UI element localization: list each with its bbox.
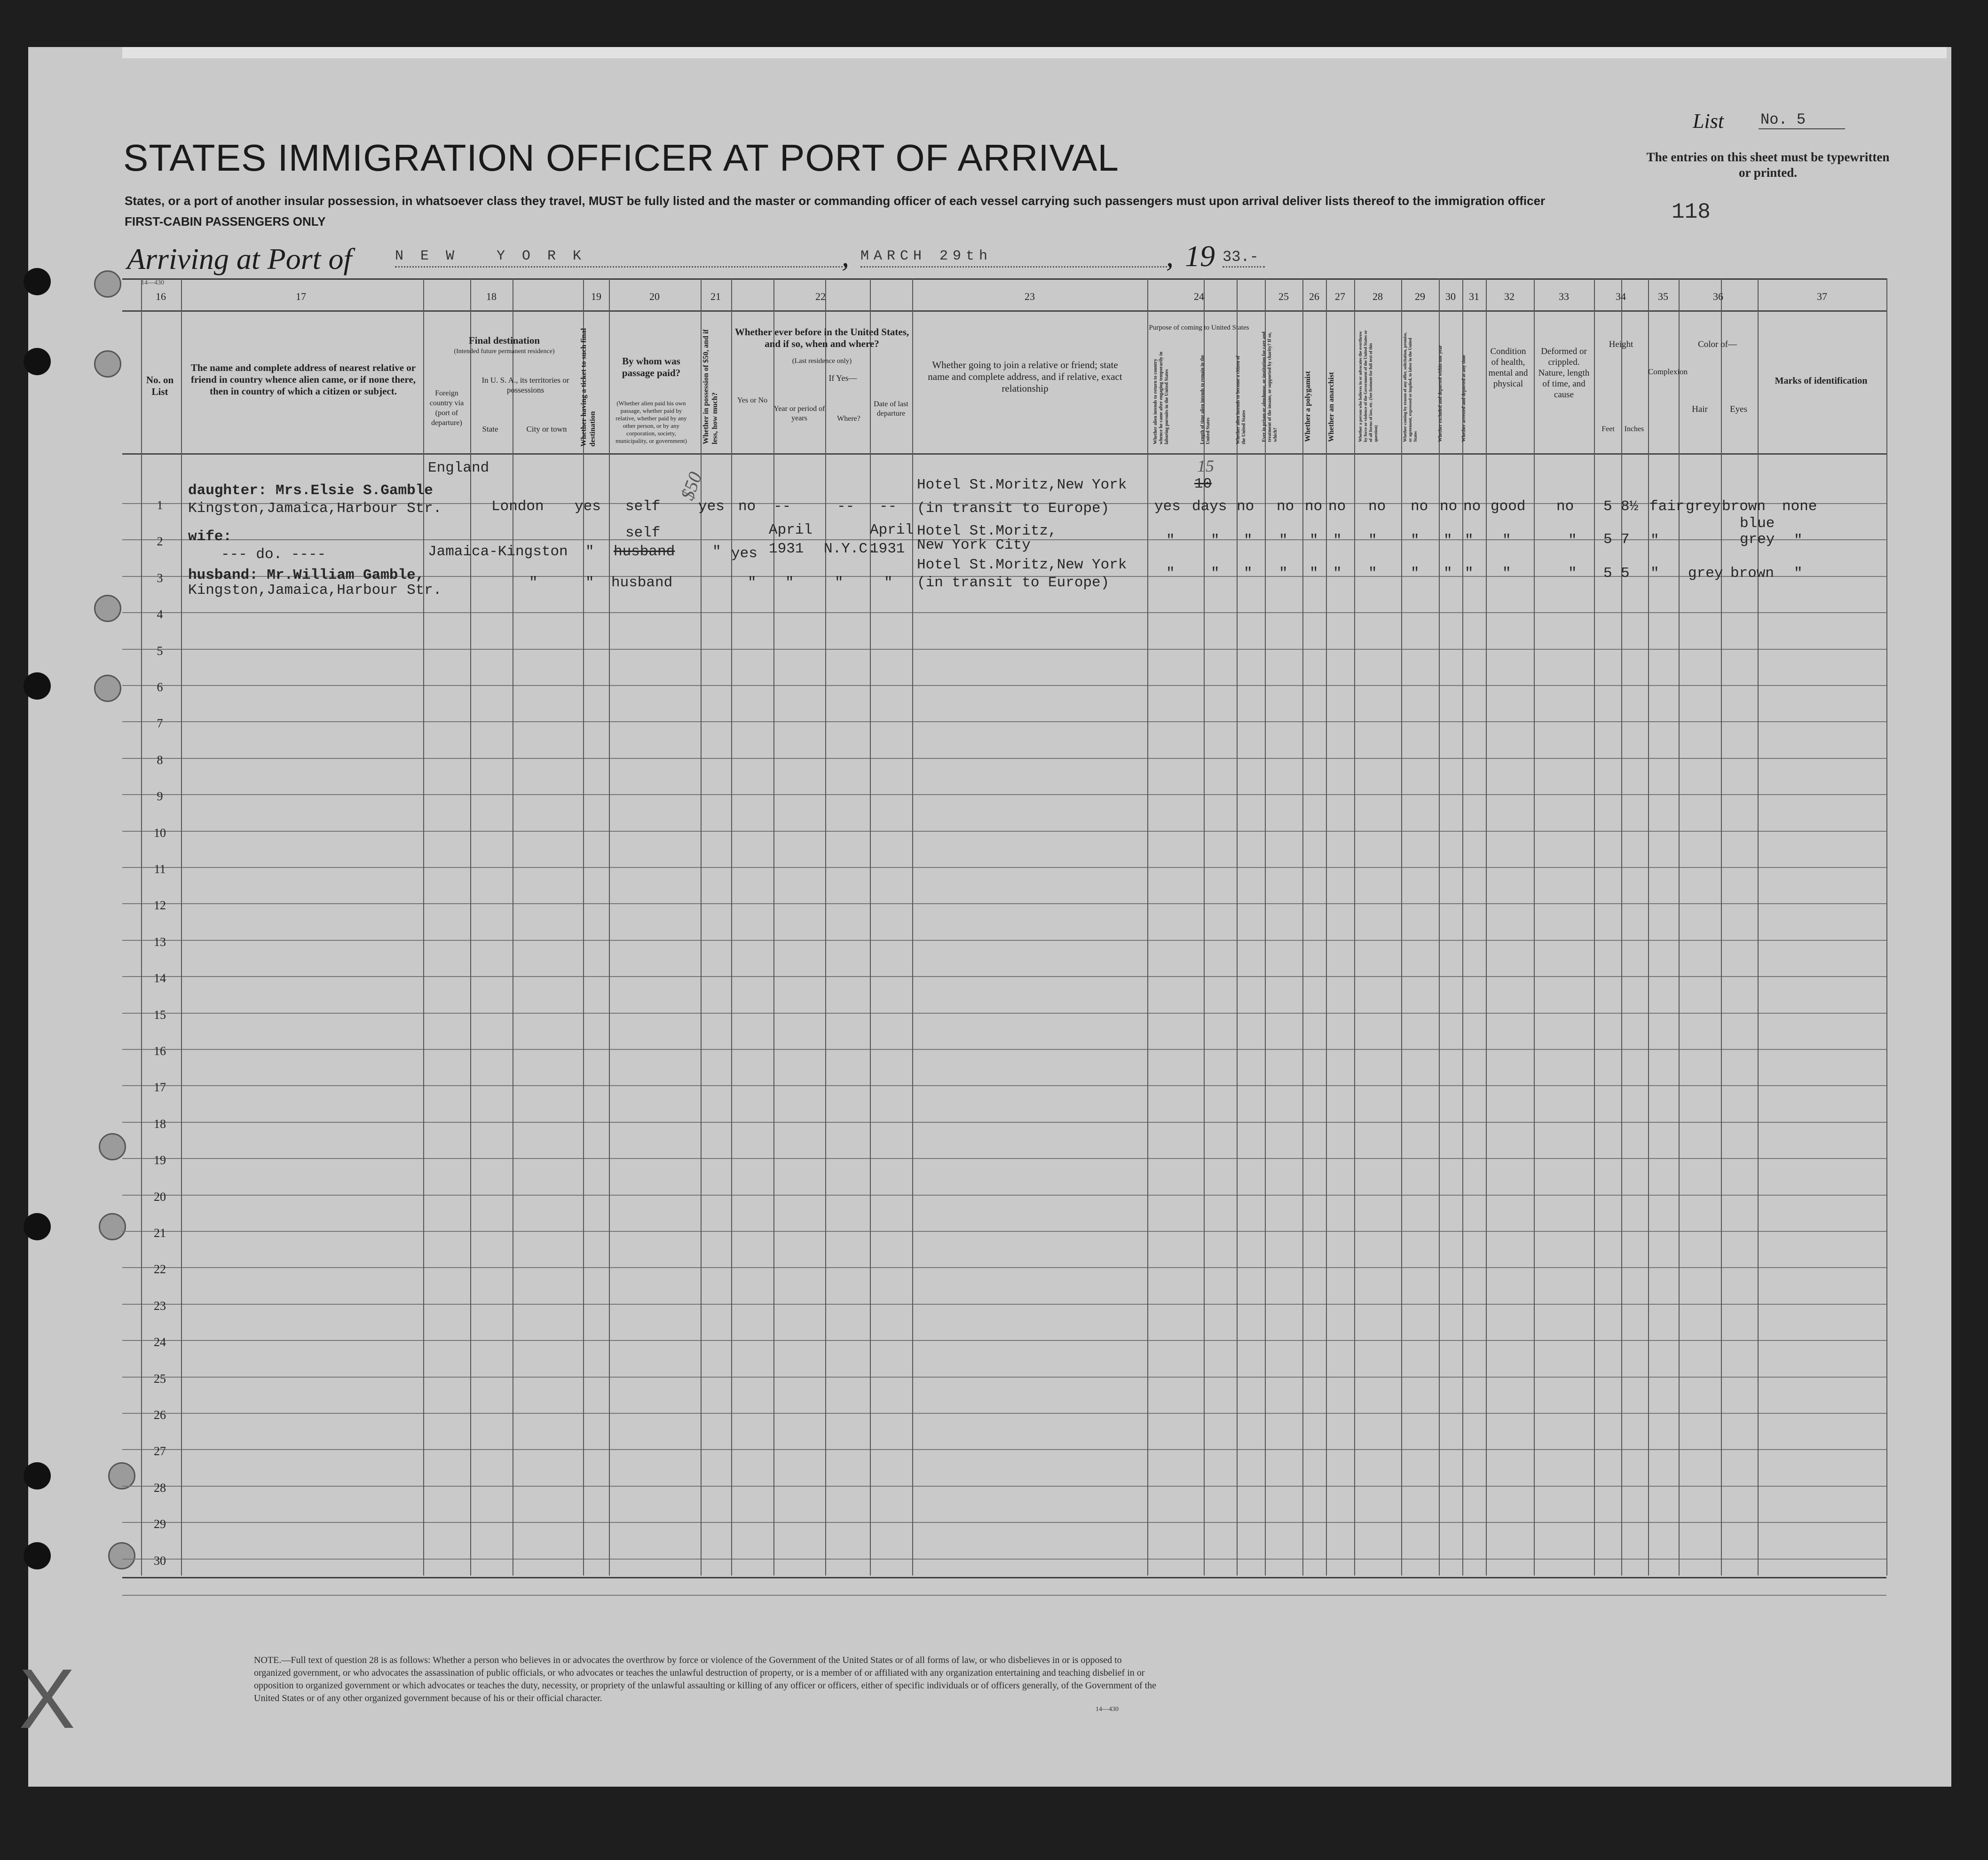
r1-arrested: no [1463,498,1481,515]
row-number: 13 [154,935,166,949]
column-number: 24 [1194,291,1204,302]
grid-column-line [1886,278,1887,1576]
col37-header: Marks of identification [1775,376,1868,386]
col36-title: Color of— [1698,339,1737,349]
binder-hole-icon [94,675,121,702]
grid-column-line [1302,278,1303,1576]
binder-hole-icon [24,1542,51,1569]
grid-column-line [583,278,584,1576]
binder-hole-icon [24,348,51,375]
ditto-mark: " [585,575,594,591]
column-number: 20 [649,291,660,302]
ditto-mark: " [1444,532,1452,549]
col34-feet: Feet [1601,425,1615,433]
row-number: 3 [157,571,163,585]
r1-before: no [738,498,756,515]
grid-column-line [1486,278,1487,1576]
r1-paid: self [625,498,661,515]
grid-column-line [1534,278,1535,1576]
grid-column-line [1439,278,1440,1576]
r1-city: London [491,498,544,515]
sheet-edge [122,47,1947,58]
row-number: 1 [157,498,163,512]
binder-hole-icon [24,1213,51,1240]
r2-join-2: New York City [917,537,1031,553]
r1-length-unit: days [1192,498,1227,515]
r1-where: -- [837,498,855,515]
page-number: 118 [1672,200,1711,224]
row-number: 6 [157,680,163,694]
r1-anarchist: no [1328,498,1346,515]
r1-citizen: no [1237,498,1254,515]
port-field: NEW YORK [395,248,846,268]
grid-column-line [609,278,610,1576]
list-label: List [1693,110,1724,133]
column-number: 26 [1309,291,1319,302]
ditto-mark: " [1444,565,1452,582]
ditto-mark: " [1502,532,1511,549]
column-number: 29 [1415,291,1425,302]
r2-address: --- do. ---- [221,546,326,563]
grid-column-line [1326,278,1327,1576]
r1-excluded: no [1440,498,1458,515]
r2-foreign: Jamaica-Kingston [428,544,568,560]
r2-eyes-2: grey [1740,531,1775,548]
ditto-mark: " [529,575,538,591]
r2-feet: 5 [1603,531,1612,548]
r3-join-2: (in transit to Europe) [917,575,1110,591]
col35-header: Complexion [1648,367,1688,376]
column-number: 32 [1504,291,1515,302]
r1-labor: no [1411,498,1428,515]
ditto-mark: " [748,575,757,591]
binder-hole-icon [94,270,121,298]
r3-join-1: Hotel St.Moritz,New York [917,557,1127,573]
grid-column-line [773,278,774,1576]
ditto-mark: " [1465,532,1474,549]
col32-header: Condition of health, mental and physical [1488,347,1528,389]
margin-x-mark: X [19,1652,76,1746]
ditto-mark: " [835,575,844,591]
ditto-mark: " [1244,532,1253,549]
column-number: 28 [1373,291,1383,302]
r1-hair: grey [1686,498,1721,515]
row-number: 26 [154,1408,166,1422]
col22-yesno: Yes or No [737,396,768,404]
col22-title: Whether ever before in the United States, and if so, when and where? [734,326,909,349]
row-number: 20 [154,1190,166,1204]
grid-column-line [1679,278,1680,1576]
r1-foreign: England [428,460,489,476]
ditto-mark: " [1650,565,1659,582]
binder-hole-icon [94,595,121,622]
row-number: 23 [154,1299,166,1313]
row-number: 27 [154,1444,166,1458]
column-number: 27 [1335,291,1345,302]
row-number: 5 [157,644,163,658]
binder-hole-icon [24,672,51,700]
r1-overthrow: no [1368,498,1386,515]
r3-eyes: brown [1730,565,1775,582]
r1-inches: 8½ [1621,498,1639,515]
col16-header: No. on List [146,374,174,397]
col25-header: Ever in prison or almshouse, or institution for care and treatment of the insane, or supported by charity? If so, which? [1262,331,1278,442]
col18-usa: In U. S. A., its territories or possessions [481,376,569,394]
grid-column-line [1594,278,1595,1576]
column-number: 21 [710,291,721,302]
row-number: 21 [154,1226,166,1240]
row-number: 14 [154,971,166,985]
col30-header: Whether excluded and deported within one year [1438,345,1443,442]
r1-return: yes [1154,498,1181,515]
column-number: 31 [1469,291,1479,302]
ditto-mark: " [785,575,794,591]
col21-header: Whether in possession of $50, and if less, how much? [702,329,719,444]
grid-column-line [1621,278,1622,1576]
r1-date: -- [879,498,897,515]
year-field: 33.- [1223,248,1265,268]
col29-header: Whether coming by reason of any offer, solicitation, promise, or agreement, expressed or implied, to labor in the United States [1403,332,1418,442]
r1-polygamist: no [1305,498,1323,515]
ditto-mark: " [1411,532,1420,549]
column-number: 23 [1025,291,1035,302]
row-number: 30 [154,1553,166,1568]
grid-column-line [1462,278,1463,1576]
page-title: STATES IMMIGRATION OFFICER AT PORT OF ARRIVAL [123,137,1119,179]
column-number: 19 [591,291,601,302]
ditto-mark: " [1502,565,1511,582]
r2-eyes-1: blue [1740,515,1775,532]
column-number: 33 [1559,291,1569,302]
r1-address: Kingston,Jamaica,Harbour Str. [188,500,442,517]
col31-header: Whether arrested and deported at any time [1461,355,1467,442]
r2-date: April 1931 [870,522,914,557]
footnote-form-number: 14—430 [1096,1706,1119,1713]
ditto-mark: " [1465,565,1474,582]
r1-prison: no [1277,498,1294,515]
grid-column-line [1265,278,1266,1576]
row-number: 12 [154,898,166,913]
r1-marks: none [1782,498,1817,515]
column-number: 34 [1616,291,1626,302]
row-number: 16 [154,1044,166,1058]
row-number: 9 [157,789,163,804]
ditto-mark: " [1211,532,1220,549]
ditto-mark: " [1310,532,1318,549]
grid-column-line [1401,278,1402,1576]
r2-join-1: Hotel St.Moritz, [917,523,1057,539]
r1-year: -- [773,498,791,515]
col18-title: Final destination [468,335,540,346]
ditto-mark: " [1568,532,1577,549]
class-line: FIRST-CABIN PASSENGERS ONLY [125,214,326,229]
col23-header: Whether going to join a relative or friend; state name and complete address, and if relative, exact relationship [928,359,1122,394]
col18-state: State [482,425,498,433]
column-number: 16 [156,291,166,302]
col24-length: Length of time alien intends to remain in the United States [1200,355,1211,444]
ditto-mark: " [1279,532,1288,549]
col36-eyes: Eyes [1730,404,1747,414]
ditto-mark: " [1568,565,1577,582]
grid-column-line [825,278,826,1576]
column-number: 35 [1658,291,1668,302]
col26-header: Whether a polygamist [1304,371,1312,442]
r1-join-2: (in transit to Europe) [917,500,1110,517]
r1-join-1: Hotel St.Moritz,New York [917,477,1127,493]
ditto-mark: " [1244,565,1253,582]
r2-year: April 1931 [769,522,813,557]
grid-row-line [122,1595,1886,1596]
column-number: 30 [1445,291,1456,302]
col24-citizen: Whether alien intends to become a citizen of the United States [1236,355,1246,444]
r3-address: Kingston,Jamaica,Harbour Str. [188,582,442,599]
r2-paid-top: self [625,525,661,541]
r3-hair: grey [1688,565,1723,582]
column-number: 17 [296,291,306,302]
r1-relative: daughter: Mrs.Elsie S.Gamble [188,482,433,499]
ditto-mark: " [1368,565,1377,582]
grid-column-line [701,278,702,1576]
ditto-mark: " [1368,532,1377,549]
binder-hole-icon [24,268,51,295]
r1-eyes: brown [1722,498,1766,515]
ditto-mark: " [1411,565,1420,582]
ditto-mark: " [1279,565,1288,582]
col34-title: Height [1609,339,1633,349]
column-number: 37 [1817,291,1827,302]
grid-column-line [1758,278,1759,1576]
row-number: 28 [154,1481,166,1495]
binder-hole-icon [94,350,121,378]
row-number: 24 [154,1335,166,1349]
comma: , [1166,239,1174,273]
col19-header: Whether having a ticket to such final destination [580,328,597,447]
ditto-mark: " [1211,565,1220,582]
row-number: 29 [154,1517,166,1531]
r1-feet: 5 [1603,498,1612,515]
r1-money: yes [698,498,725,515]
col20-title: By whom was passage paid? [622,355,681,378]
col22-date: Date of last departure [874,400,908,418]
form-number: 14—430 [141,279,164,286]
col28-header: Whether a person who believes in or advocates the overthrow by force or violence of the Government of the United States or of all forms of law, etc. (See footnote for full text of this question) [1358,330,1378,442]
arriving-label: Arriving at Port of [127,242,352,276]
pencil-money-note: $50 [676,469,706,503]
r2-relative: wife: [188,528,232,545]
row-number: 10 [154,826,166,840]
ditto-mark: " [1310,565,1318,582]
column-number: 25 [1278,291,1289,302]
row-number: 19 [154,1153,166,1167]
grid-column-line [423,278,424,1576]
column-number: 36 [1713,291,1723,302]
r1-complexion: fair [1649,498,1685,515]
row-number: 11 [154,862,166,876]
col22-where: Where? [837,415,860,423]
row-number: 2 [157,535,163,549]
row-number: 18 [154,1117,166,1131]
grid-column-line [731,278,732,1576]
binder-hole-icon [24,1462,51,1490]
row-number: 22 [154,1262,166,1277]
col22-year: Year or period of years [773,405,825,422]
year-prefix: 19 [1185,239,1215,273]
ditto-mark: " [1650,532,1659,549]
col24-return: Whether alien intends to return to country whence he came after engaging temporarily in laboring pursuits in the United States [1153,352,1169,444]
date-field: MARCH 29th [860,248,1171,268]
r2-money: " [712,544,721,560]
r1-length-new: 15 [1197,457,1214,475]
grid-column-line [870,278,871,1576]
grid-column-line [1147,278,1148,1576]
col18-note: (Intended future permanent residence) [454,348,555,355]
col18-foreign: Foreign country via (port of departure) [429,389,464,427]
column-number: 22 [815,291,826,302]
ditto-mark: " [1333,565,1342,582]
col18-city: City or town [526,425,567,433]
r2-before: yes [731,545,757,562]
ditto-mark: " [1333,532,1342,549]
r3-paid: husband [611,575,673,591]
r3-feet: 5 [1603,565,1612,582]
ditto-mark: " [884,575,893,591]
col33-header: Deformed or crippled. Nature, length of time, and cause [1538,347,1590,400]
instructions-line: States, or a port of another insular possession, in whatsoever class they travel, MUST be fully listed and the master or commanding officer of each vessel carrying such passengers must upon arrival deliver lists thereof to the immigration officer [125,194,1546,208]
ditto-mark: " [1166,532,1175,549]
row-number: 17 [154,1080,166,1095]
col20-note: (Whether alien paid his own passage, whether paid by relative, whether paid by any other person, or by any corporation, society, municipality, or government) [615,400,687,444]
row-number: 15 [154,1008,166,1022]
grid-column-line [912,278,913,1576]
r1-health: good [1491,498,1526,515]
row-number: 4 [157,607,163,622]
r1-deformed: no [1556,498,1574,515]
grid-column-line [1721,278,1722,1576]
grid-column-line [1237,278,1238,1576]
col27-header: Whether an anarchist [1327,372,1335,442]
grid-column-line [181,278,182,1576]
r2-inches: 7 [1621,531,1630,548]
footnote: NOTE.—Full text of question 28 is as follows: Whether a person who believes in or advocates the overthrow by force or violence of the Government of the United States or of all forms of law, or who disbelieves in or is opposed to organized government, or who advocates the assassination of public officials, or who advocates or teaches the unlawful destruction of property, or is a member of or affiliated with any organization entertaining and teaching disbelief in or opposition to organized government or which advocates or teaches the duty, necessity, or propriety of the unlawful assaulting or killing of any officer or officers, either of specific individuals or of officers generally, of the Government of the United States or of any other organized government because of his or their official character. [254,1655,1157,1703]
r1-ticket: yes [575,498,601,515]
col22-ifyes: If Yes— [828,373,857,383]
typewritten-note: The entries on this sheet must be typewritten or printed. [1646,150,1890,180]
col24-title: Purpose of coming to United States [1149,324,1249,331]
r1-length-old: 10 [1194,476,1212,492]
r2-where: N.Y.C. [824,541,876,557]
ditto-mark: " [1166,565,1175,582]
column-number: 18 [486,291,497,302]
row-number: 8 [157,753,163,767]
col36-hair: Hair [1692,404,1708,414]
list-number: No. 5 [1759,111,1845,129]
comma: , [842,239,849,273]
col34-inches: Inches [1624,425,1644,433]
row-number: 7 [157,717,163,731]
r3-inches: 5 [1621,565,1630,582]
row-number: 25 [154,1371,166,1386]
col17-header: The name and complete address of nearest relative or friend in country whence alien came, or if none there, then in country of which a citizen or subject. [190,362,416,397]
r2-ticket: " [585,544,594,560]
r2-paid-struck: husband [614,544,675,560]
r3-relative: husband: Mr.William Gamble, [188,567,425,583]
ditto-mark: " [1794,565,1803,582]
grid-column-line [1648,278,1649,1576]
col22-note: (Last residence only) [792,357,852,365]
grid-column-line [1354,278,1355,1576]
ditto-mark: " [1794,532,1803,549]
